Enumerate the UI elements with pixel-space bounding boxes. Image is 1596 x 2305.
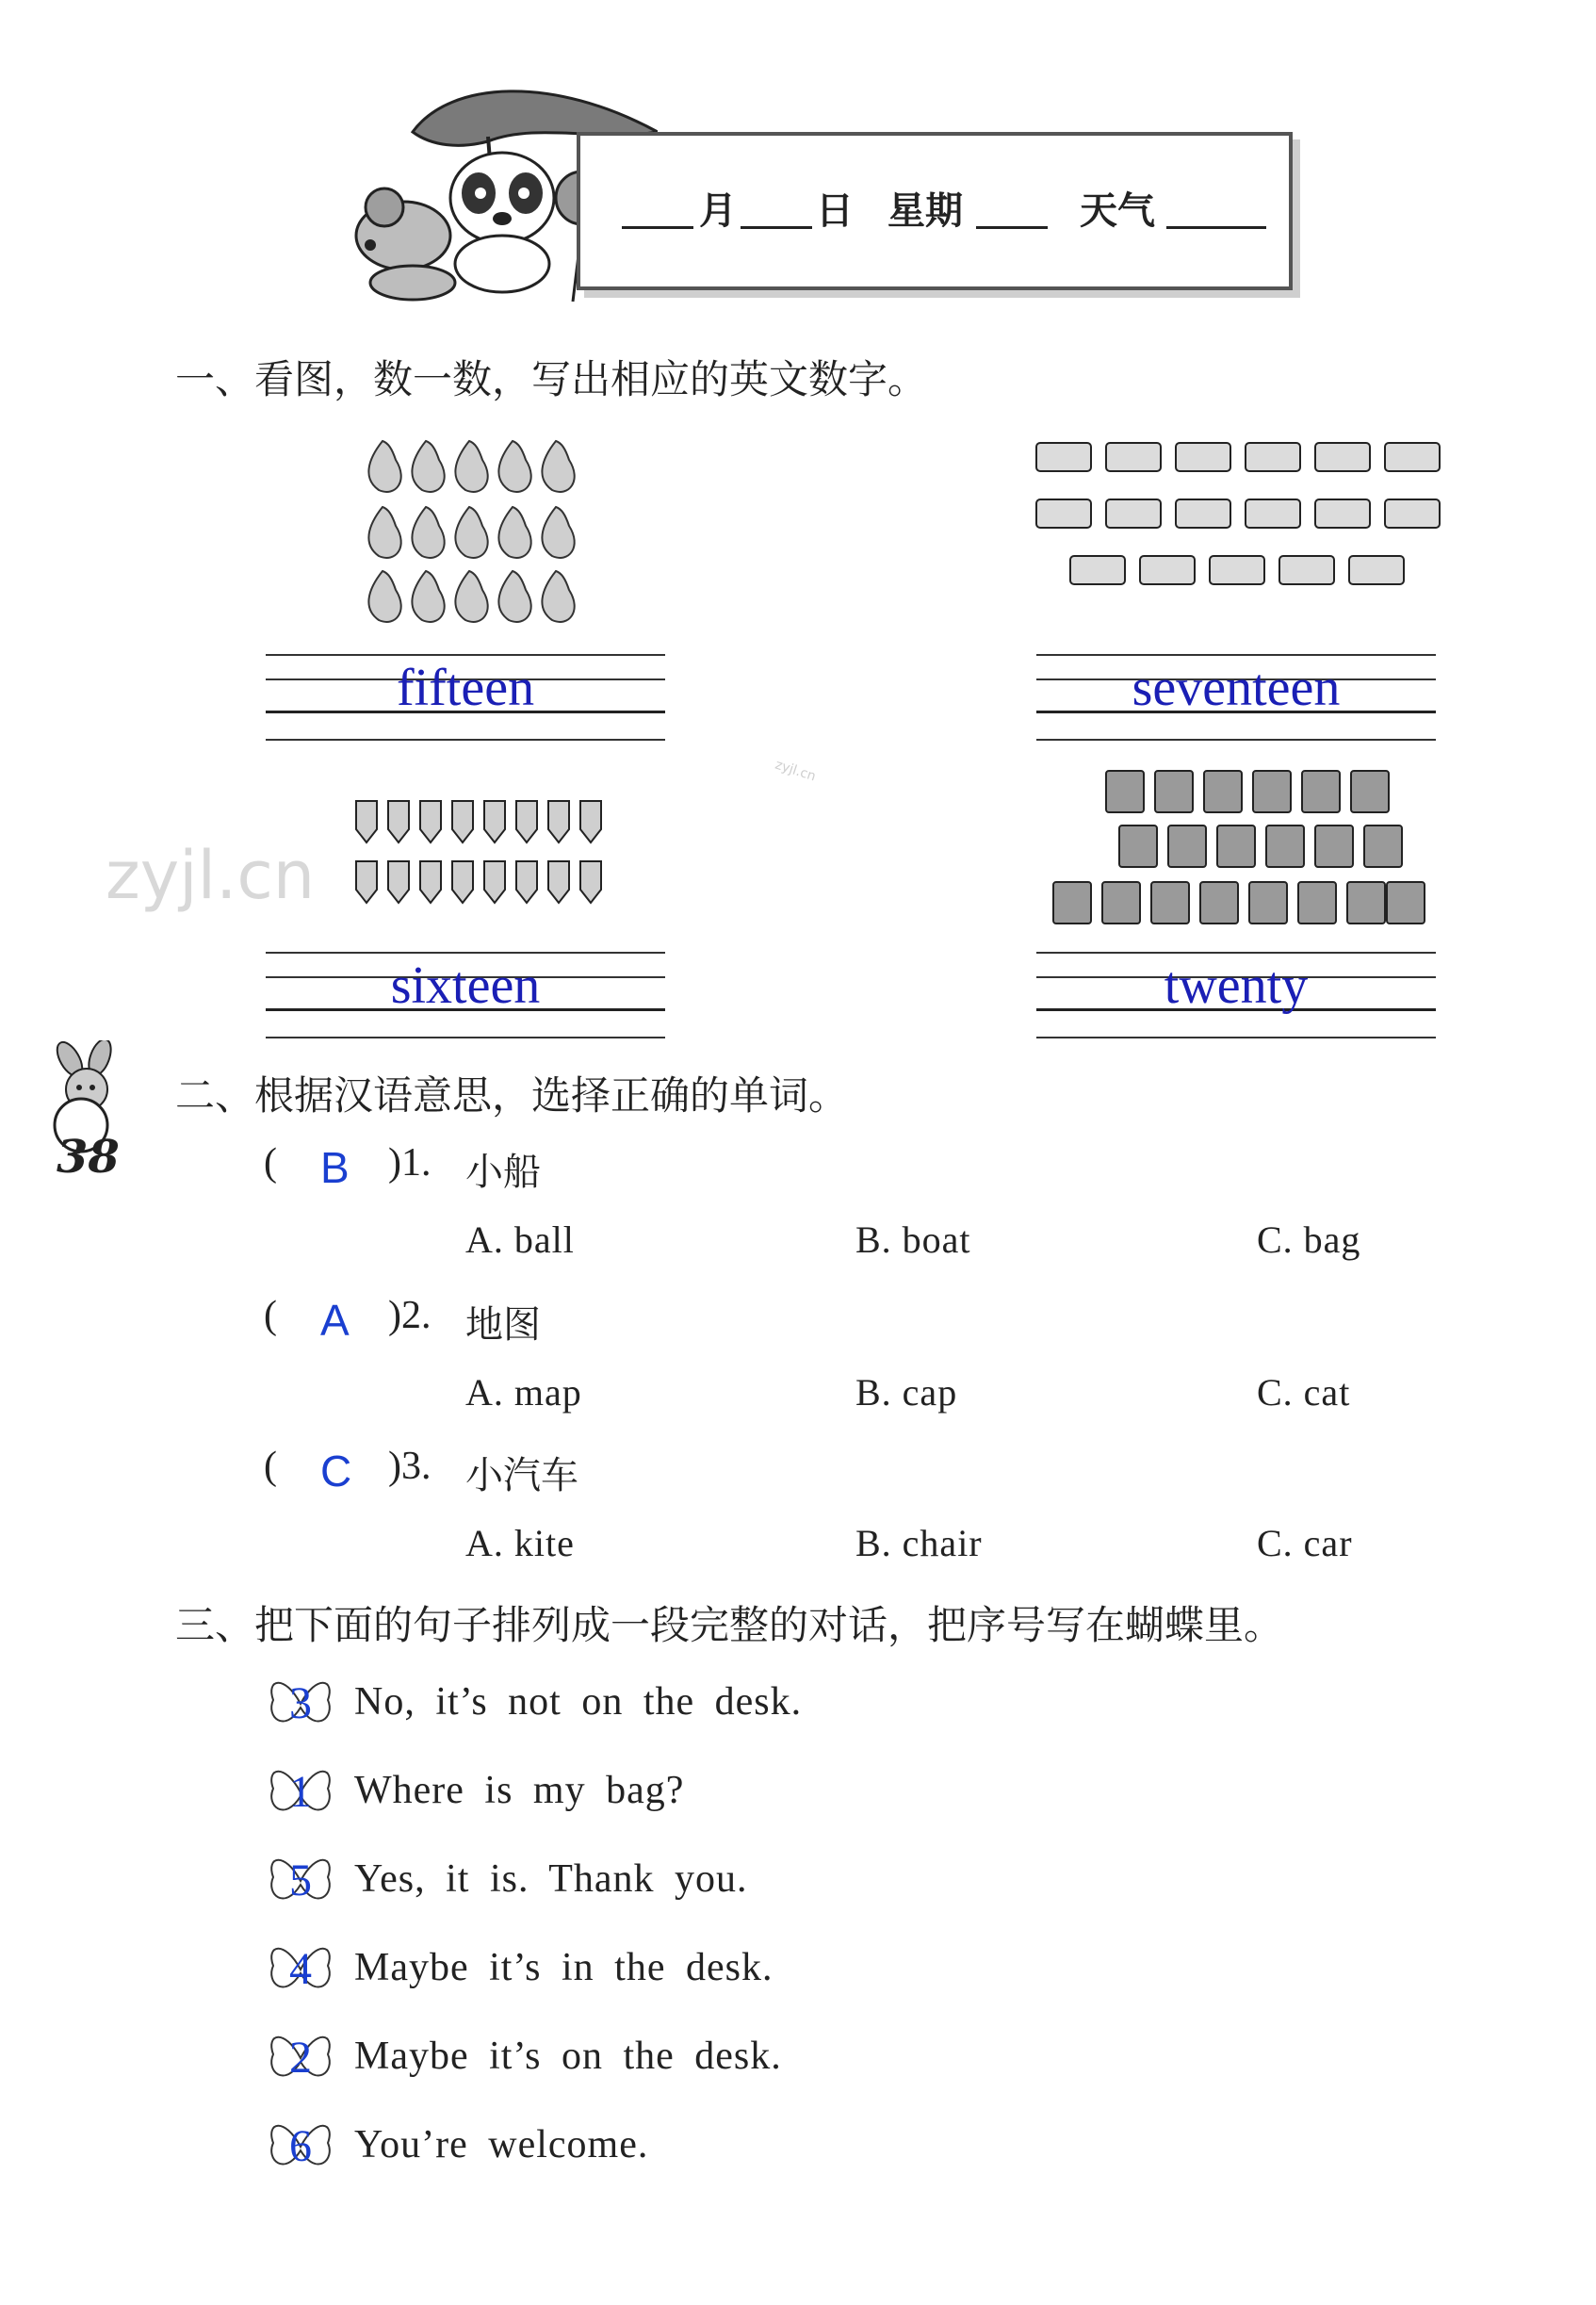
books-illustration xyxy=(1046,763,1432,933)
answer-line-pears[interactable] xyxy=(266,654,665,741)
erasers-illustration xyxy=(1027,433,1479,603)
q3-chinese: 小汽车 xyxy=(465,1454,578,1497)
paren-open-q3: ( xyxy=(264,1445,277,1488)
answer-pears: fifteen xyxy=(396,659,535,717)
dialogue-line-6: You’re welcome. xyxy=(354,2123,649,2166)
watermark-small: zyjl.cn xyxy=(773,757,818,785)
butterfly-box-2[interactable] xyxy=(266,1762,335,1823)
watermark: zyjl.cn xyxy=(106,837,316,914)
answer-q3[interactable]: C xyxy=(320,1447,352,1496)
answer-erasers: seventeen xyxy=(1132,659,1341,717)
page-number: 38 xyxy=(57,1131,120,1184)
section1-title: 一、看图，数一数，写出相应的英文数字。 xyxy=(175,356,928,402)
answer-q2[interactable]: A xyxy=(320,1296,350,1345)
butterfly-box-6[interactable] xyxy=(266,2117,335,2177)
butterfly-box-5[interactable] xyxy=(266,2028,335,2088)
q2-option-c[interactable]: C. cat xyxy=(1257,1371,1351,1414)
section3-title: 三、把下面的句子排列成一段完整的对话，把序号写在蝴蝶里。 xyxy=(175,1602,1284,1648)
paren-open-q1: ( xyxy=(264,1141,277,1185)
q3-option-b[interactable]: B. chair xyxy=(855,1522,983,1564)
butterfly-box-4[interactable] xyxy=(266,1939,335,2000)
q2-chinese: 地图 xyxy=(465,1303,541,1347)
order-3: 5 xyxy=(289,1855,312,1905)
q3-option-a[interactable]: A. kite xyxy=(465,1522,575,1564)
q1-option-a[interactable]: A. ball xyxy=(465,1218,575,1261)
pencils-illustration xyxy=(349,782,622,924)
day-blank[interactable] xyxy=(741,226,812,229)
butterfly-box-3[interactable] xyxy=(266,1851,335,1911)
q2-number: )2. xyxy=(388,1294,432,1337)
paren-open-q2: ( xyxy=(264,1294,277,1337)
day-label: 日 xyxy=(816,189,854,233)
q1-chinese: 小船 xyxy=(465,1151,541,1194)
order-4: 4 xyxy=(289,1944,312,1994)
month-label: 月 xyxy=(699,189,737,233)
q3-number: )3. xyxy=(388,1445,432,1488)
answer-books: twenty xyxy=(1164,956,1309,1015)
pears-illustration xyxy=(358,422,594,639)
order-6: 6 xyxy=(289,2121,312,2171)
section2-title: 二、根据汉语意思，选择正确的单词。 xyxy=(175,1072,849,1119)
answer-line-pencils[interactable] xyxy=(266,952,665,1038)
weekday-blank[interactable] xyxy=(976,226,1048,229)
order-5: 2 xyxy=(289,2033,312,2083)
month-blank[interactable] xyxy=(622,226,693,229)
dialogue-line-4: Maybe it’s in the desk. xyxy=(354,1946,774,1989)
answer-pencils: sixteen xyxy=(390,956,541,1015)
q2-option-b[interactable]: B. cap xyxy=(855,1371,958,1414)
order-2: 1 xyxy=(289,1767,312,1817)
dialogue-line-5: Maybe it’s on the desk. xyxy=(354,2035,782,2078)
weather-blank[interactable] xyxy=(1166,226,1266,229)
q1-option-c[interactable]: C. bag xyxy=(1257,1218,1361,1261)
order-1: 3 xyxy=(289,1678,312,1728)
q3-option-c[interactable]: C. car xyxy=(1257,1522,1353,1564)
weather-label: 天气 xyxy=(1080,189,1155,233)
q2-option-a[interactable]: A. map xyxy=(465,1371,582,1414)
q1-option-b[interactable]: B. boat xyxy=(855,1218,971,1261)
answer-line-erasers[interactable] xyxy=(1036,654,1436,741)
dialogue-line-2: Where is my bag? xyxy=(354,1769,685,1812)
butterfly-box-1[interactable] xyxy=(266,1674,335,1734)
dialogue-line-1: No, it’s not on the desk. xyxy=(354,1680,803,1724)
answer-q1[interactable]: B xyxy=(320,1143,350,1192)
answer-line-books[interactable] xyxy=(1036,952,1436,1038)
q1-number: )1. xyxy=(388,1141,432,1185)
dialogue-line-3: Yes, it is. Thank you. xyxy=(354,1857,748,1901)
weekday-label: 星期 xyxy=(888,189,963,233)
